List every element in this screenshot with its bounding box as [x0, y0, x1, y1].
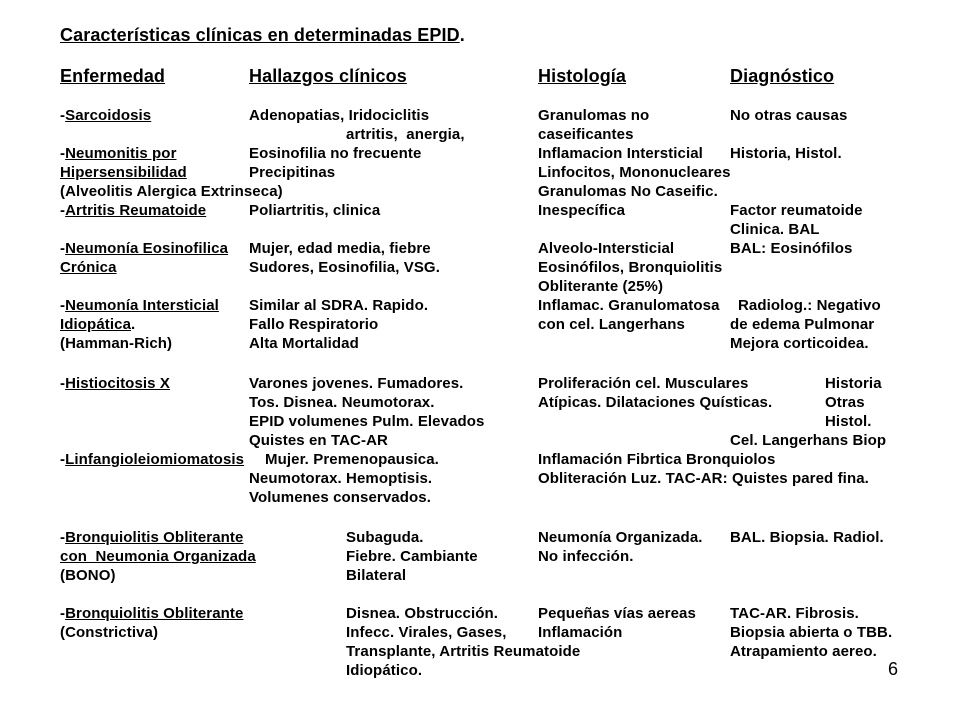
disease-name: Bronquiolitis Obliterante — [65, 605, 244, 622]
diagnosis-line: No otras causas — [730, 107, 848, 124]
histology-line: Alveolo-Intersticial — [538, 240, 675, 257]
disease-histiocitosis: -Histiocitosis X — [60, 375, 170, 392]
disease-name: Linfangioleiomiomatosis — [65, 451, 245, 468]
disease-note: (Constrictiva) — [60, 624, 159, 641]
clinical-line: Fallo Respiratorio — [249, 316, 379, 333]
diagnosis-line: Otras — [825, 394, 865, 411]
slide-title — [60, 25, 465, 45]
header-diagnostico: Diagnóstico — [730, 66, 835, 86]
histology-line: con cel. Langerhans — [538, 316, 685, 333]
clinical-line: Precipitinas — [249, 164, 336, 181]
disease-note: (BONO) — [60, 567, 116, 584]
histology-line: Inflamac. Granulomatosa — [538, 297, 720, 314]
disease-name: Neumonía Eosinofilica — [65, 240, 229, 257]
histology-line: Obliteración Luz. TAC-AR: Quistes pared fina. — [538, 470, 869, 487]
clinical-line: Idiopático. — [346, 662, 423, 679]
histology-line: No infección. — [538, 548, 634, 565]
clinical-line: Volumenes conservados. — [249, 489, 431, 506]
disease-name-line: Idiopática. — [60, 316, 136, 333]
clinical-line: Mujer, edad media, fiebre — [249, 240, 431, 257]
clinical-line: Tos. Disnea. Neumotorax. — [249, 394, 435, 411]
histology-line: Inflamación — [538, 624, 623, 641]
diagnosis-line: Atrapamiento aereo. — [730, 643, 877, 660]
disease-eosinofilica: -Neumonía Eosinofilica — [60, 240, 229, 257]
diagnosis-line: Historia, Histol. — [730, 145, 842, 162]
clinical-line: Quistes en TAC-AR — [249, 432, 388, 449]
clinical-line: Mujer. Premenopausica. — [265, 451, 439, 468]
header-enfermedad: Enfermedad — [60, 66, 166, 86]
diagnosis-line: de edema Pulmonar — [730, 316, 875, 333]
diagnosis-line: Biopsia abierta o TBB. — [730, 624, 893, 641]
disease-constrictiva: -Bronquiolitis Obliterante — [60, 605, 244, 622]
histology-line: Eosinófilos, Bronquiolitis — [538, 259, 723, 276]
slide-title-text: Características clínicas en determinadas EPID — [60, 25, 460, 45]
disease-note: (Alveolitis Alergica Extrinseca) — [60, 183, 283, 200]
histology-line: Proliferación cel. Musculares — [538, 375, 749, 392]
clinical-line: Fiebre. Cambiante — [346, 548, 478, 565]
clinical-line: artritis, anergia, — [346, 126, 465, 143]
diagnosis-line: Radiolog.: Negativo — [738, 297, 881, 314]
clinical-line: Adenopatias, Iridociclitis — [249, 107, 430, 124]
clinical-line: Bilateral — [346, 567, 407, 584]
diagnosis-line: Mejora corticoidea. — [730, 335, 869, 352]
diagnosis-line: Clinica. BAL — [730, 221, 820, 238]
disease-name: Neumonía Intersticial — [65, 297, 219, 314]
disease-name: Histiocitosis X — [65, 375, 170, 392]
page-number: 6 — [888, 659, 899, 679]
diagnosis-line: TAC-AR. Fibrosis. — [730, 605, 859, 622]
clinical-line: Disnea. Obstrucción. — [346, 605, 499, 622]
histology-line: Inflamación Fibrtica Bronquiolos — [538, 451, 776, 468]
diagnosis-line: BAL: Eosinófilos — [730, 240, 853, 257]
histology-line: Atípicas. Dilataciones Quísticas. — [538, 394, 773, 411]
histology-line: Pequeñas vías aereas — [538, 605, 696, 622]
diagnosis-line: Historia — [825, 375, 882, 392]
disease-bono: -Bronquiolitis Obliterante — [60, 529, 244, 546]
disease-name: Bronquiolitis Obliterante — [65, 529, 244, 546]
header-hallazgos: Hallazgos clínicos — [249, 66, 407, 86]
clinical-line: Neumotorax. Hemoptisis. — [249, 470, 433, 487]
slide-title-period: . — [459, 25, 465, 45]
clinical-line: Poliartritis, clinica — [249, 202, 381, 219]
clinical-line: Eosinofilia no frecuente — [249, 145, 422, 162]
disease-note: (Hamman-Rich) — [60, 335, 173, 352]
histology-line: Obliterante (25%) — [538, 278, 664, 295]
histology-line: Granulomas No Caseific. — [538, 183, 718, 200]
disease-name: Idiopática — [60, 316, 132, 333]
clinical-line: Infecc. Virales, Gases, — [346, 624, 507, 641]
clinical-line: Sudores, Eosinofilia, VSG. — [249, 259, 440, 276]
disease-intersticial: -Neumonía Intersticial — [60, 297, 219, 314]
diagnosis-line: BAL. Biopsia. Radiol. — [730, 529, 884, 546]
disease-name: Sarcoidosis — [65, 107, 152, 124]
histology-line: Neumonía Organizada. — [538, 529, 703, 546]
histology-line: caseificantes — [538, 126, 634, 143]
clinical-line: Subaguda. — [346, 529, 424, 546]
disease-artritis: -Artritis Reumatoide — [60, 202, 207, 219]
disease-neumonitis: -Neumonitis por — [60, 145, 177, 162]
clinical-line: Varones jovenes. Fumadores. — [249, 375, 464, 392]
diagnosis-line: Cel. Langerhans Biop — [730, 432, 887, 449]
disease-name: Hipersensibilidad — [60, 164, 187, 181]
histology-line: Linfocitos, Mononucleares — [538, 164, 731, 181]
diagnosis-line: Factor reumatoide — [730, 202, 863, 219]
histology-line: Inflamacion Intersticial — [538, 145, 703, 162]
histology-line: Granulomas no — [538, 107, 650, 124]
histology-line: Inespecífica — [538, 202, 626, 219]
diagnosis-line: Histol. — [825, 413, 872, 430]
disease-linfangio: -Linfangioleiomiomatosis — [60, 451, 245, 468]
clinical-line: Transplante, Artritis Reumatoide — [346, 643, 581, 660]
clinical-line: Similar al SDRA. Rapido. — [249, 297, 429, 314]
header-histologia: Histología — [538, 66, 627, 86]
disease-sarcoidosis: -Sarcoidosis — [60, 107, 152, 124]
disease-name: Artritis Reumatoide — [65, 202, 207, 219]
disease-name: Crónica — [60, 259, 117, 276]
clinical-line: EPID volumenes Pulm. Elevados — [249, 413, 485, 430]
disease-name: con Neumonia Organizada — [60, 548, 256, 565]
clinical-line: Alta Mortalidad — [249, 335, 359, 352]
disease-name: Neumonitis por — [65, 145, 177, 162]
